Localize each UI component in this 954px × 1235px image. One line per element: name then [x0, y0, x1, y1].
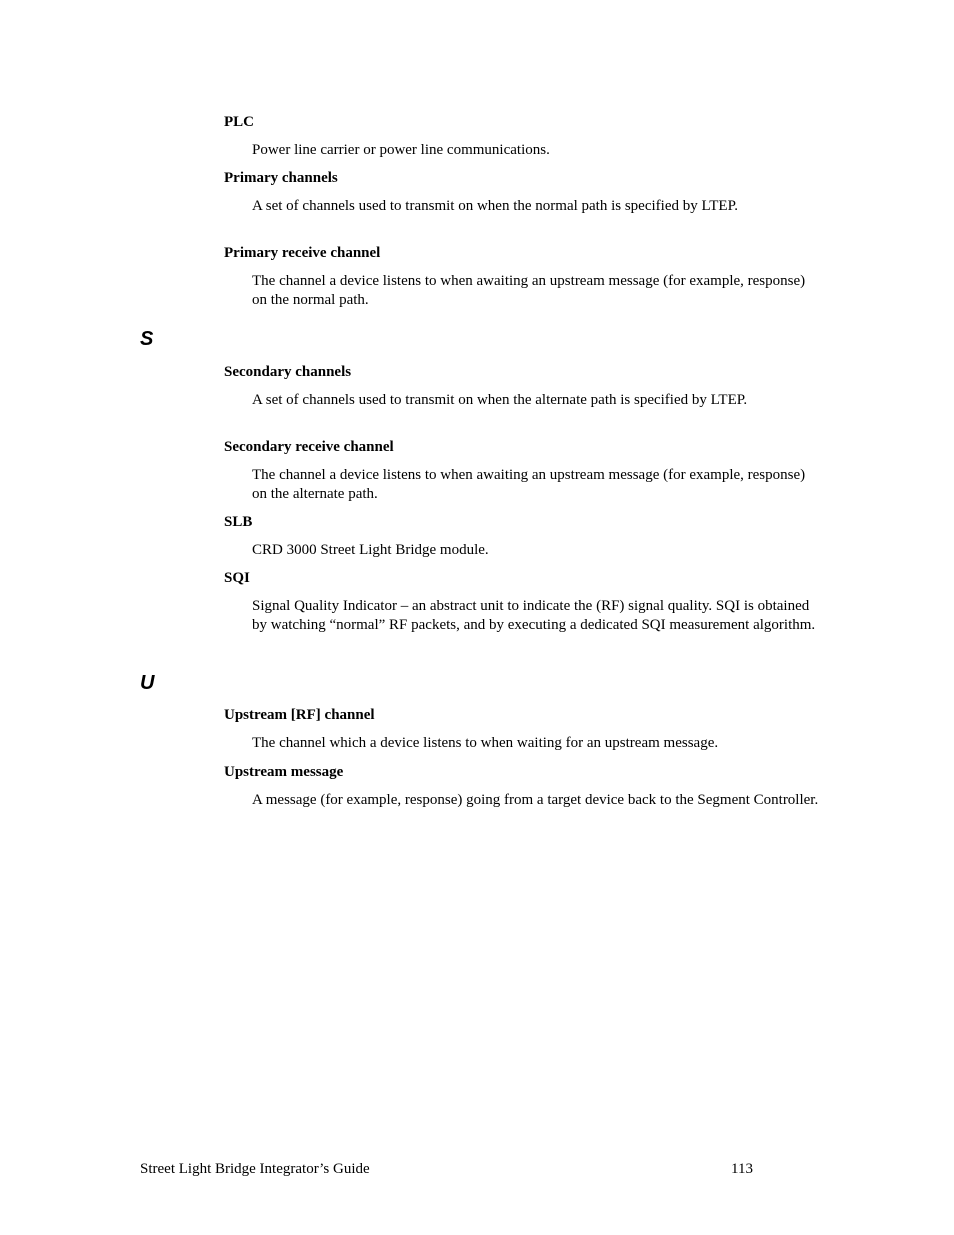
section-letter-heading: S	[140, 328, 154, 350]
section-letter-heading: U	[140, 672, 155, 694]
glossary-term: SQI	[224, 570, 250, 586]
glossary-definition: A set of channels used to transmit on when the normal path is specified by LTEP.	[252, 198, 739, 214]
glossary-definition: Power line carrier or power line communications.	[252, 142, 550, 158]
glossary-term: Secondary receive channel	[224, 439, 394, 455]
footer-page-number: 113	[731, 1161, 753, 1177]
glossary-definition: A message (for example, response) going from a target device back to the Segment Controller.	[252, 792, 819, 808]
glossary-term: Upstream [RF] channel	[224, 707, 375, 723]
glossary-definition: A set of channels used to transmit on when the alternate path is specified by LTEP.	[252, 392, 748, 408]
glossary-definition: The channel which a device listens to when waiting for an upstream message.	[252, 735, 719, 751]
glossary-term: Upstream message	[224, 764, 344, 780]
footer-document-title: Street Light Bridge Integrator’s Guide	[140, 1161, 370, 1177]
glossary-term: SLB	[224, 514, 253, 530]
glossary-term: Primary channels	[224, 170, 338, 186]
glossary-term: Secondary channels	[224, 364, 352, 380]
glossary-definition: The channel a device listens to when awaiting an upstream message (for example, response) on the normal path.	[252, 273, 806, 308]
glossary-definition: CRD 3000 Street Light Bridge module.	[252, 542, 489, 558]
glossary-definition: The channel a device listens to when awaiting an upstream message (for example, response) on the alternate path.	[252, 467, 806, 502]
glossary-term: Primary receive channel	[224, 245, 381, 261]
glossary-term: PLC	[224, 114, 254, 130]
glossary-definition: Signal Quality Indicator – an abstract unit to indicate the (RF) signal quality. SQI is obtained by watching “normal” RF packets, and by executing a dedicated SQI measurement algorithm.	[252, 598, 816, 633]
